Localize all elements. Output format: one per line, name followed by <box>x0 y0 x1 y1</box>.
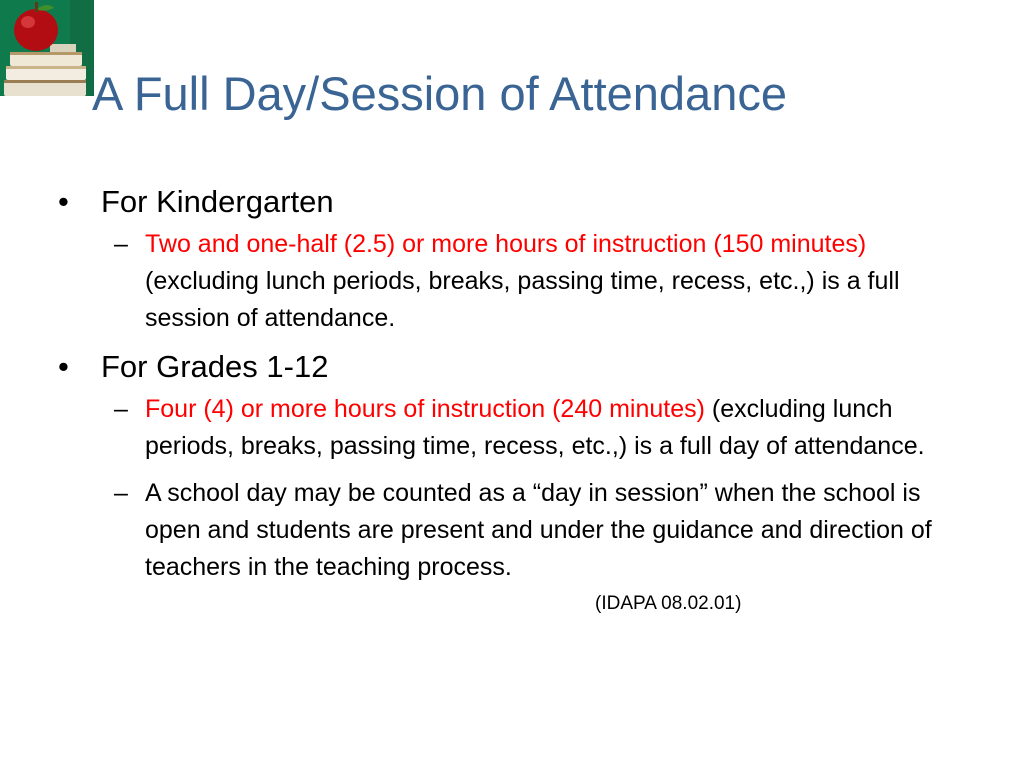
bullet-label: For Kindergarten <box>101 184 334 219</box>
sub-bullet-kindergarten-hours <box>114 226 978 337</box>
bullet-dot-icon: • <box>58 184 69 219</box>
apple-on-books-icon <box>0 0 94 96</box>
sub-bullet-grades-hours <box>114 391 978 465</box>
sub-bullet-text: A school day may be counted as a “day in session” when the school is open and students are present and under the guidance and direction of teachers in the teaching process. <box>145 479 932 581</box>
highlighted-text: Two and one-half (2.5) or more hours of instruction (150 minutes) <box>145 230 867 258</box>
highlighted-text: Four (4) or more hours of instruction (240 minutes) <box>145 395 705 423</box>
sub-bullet-text: (excluding lunch periods, breaks, passing time, recess, etc.,) is a full session of attendance. <box>145 267 900 332</box>
grades-details <box>58 391 978 618</box>
slide-title: A Full Day/Session of Attendance <box>92 67 787 120</box>
dash-icon: – <box>114 479 128 507</box>
bullet-dot-icon: • <box>58 349 69 384</box>
bullet-label: For Grades 1-12 <box>101 349 329 384</box>
dash-icon: – <box>114 395 128 423</box>
dash-icon: – <box>114 230 128 258</box>
slide-content <box>58 182 978 628</box>
sub-bullet-day-in-session <box>114 475 978 586</box>
sub-bullet-text: (excluding lunch periods, breaks, passing time, recess, etc.,) is a full day of attendance. <box>145 395 925 460</box>
bullet-kindergarten <box>58 182 978 222</box>
bullet-grades <box>58 347 978 387</box>
kindergarten-details <box>58 226 978 337</box>
citation: (IDAPA 08.02.01) <box>595 593 742 614</box>
